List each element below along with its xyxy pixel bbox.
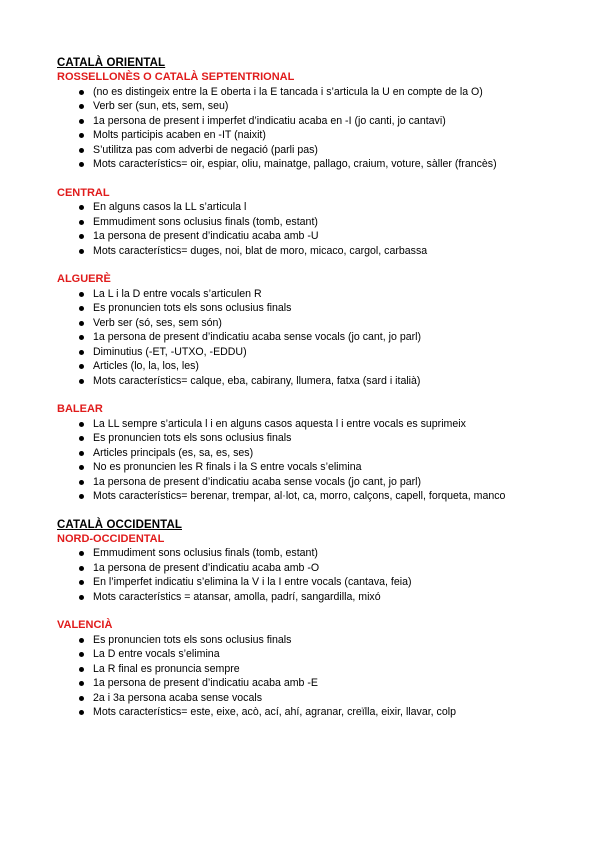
list-item-text: Mots característics= calque, eba, cabirany, llumera, fatxa (sard i italià) bbox=[93, 374, 421, 387]
list-item bbox=[79, 633, 577, 648]
list-item-text: Molts participis acaben en -IT (naixit) bbox=[93, 129, 266, 141]
bullet-dot-icon bbox=[79, 205, 84, 210]
bullet-dot-icon bbox=[79, 580, 84, 585]
list-item-text: Diminutius (-ET, -UTXO, -EDDU) bbox=[93, 345, 247, 358]
bullet-dot-icon bbox=[79, 220, 84, 225]
bullet-list bbox=[57, 546, 577, 604]
document-content bbox=[57, 56, 577, 720]
list-item bbox=[79, 330, 577, 345]
list-item-text: Es pronuncien tots els sons oclusius finals bbox=[93, 633, 292, 646]
bullet-dot-icon bbox=[79, 306, 84, 311]
list-item bbox=[79, 301, 577, 316]
bullet-dot-icon bbox=[79, 364, 84, 369]
bullet-dot-icon bbox=[79, 148, 84, 153]
list-item bbox=[79, 546, 577, 561]
section-title: VALENCIÀ bbox=[57, 619, 113, 631]
bullet-dot-icon bbox=[79, 379, 84, 384]
list-item bbox=[79, 446, 577, 461]
group-catala-oriental bbox=[57, 56, 577, 504]
list-item-text: Mots característics= oir, espiar, oliu, mainatge, pallago, craium, voture, sàller (francès) bbox=[93, 158, 497, 170]
list-item-text: Verb ser (só, ses, sem són) bbox=[93, 316, 222, 329]
section-rossellones-o-catala-septentrional bbox=[57, 70, 577, 172]
bullet-dot-icon bbox=[79, 104, 84, 109]
list-item-text: La L i la D entre vocals s’articulen R bbox=[93, 287, 262, 300]
list-item-text: (no es distingeix entre la E oberta i la E tancada i s’articula la U en compte de la O) bbox=[93, 85, 483, 98]
section-balear bbox=[57, 402, 577, 504]
section-valencia bbox=[57, 618, 577, 720]
list-item bbox=[79, 359, 577, 374]
list-item bbox=[79, 489, 577, 504]
bullet-dot-icon bbox=[79, 667, 84, 672]
list-item bbox=[79, 705, 577, 720]
list-item bbox=[79, 575, 577, 590]
bullet-dot-icon bbox=[79, 90, 84, 95]
list-item bbox=[79, 85, 577, 100]
list-item-text: La LL sempre s’articula l i en alguns casos aquesta l i entre vocals es suprimeix bbox=[93, 417, 466, 430]
bullet-dot-icon bbox=[79, 162, 84, 167]
list-item bbox=[79, 460, 577, 475]
list-item bbox=[79, 647, 577, 662]
list-item bbox=[79, 244, 577, 259]
list-item bbox=[79, 417, 577, 432]
list-item-text: 1a persona de present d’indicatiu acaba sense vocals (jo cant, jo parl) bbox=[93, 475, 422, 488]
list-item bbox=[79, 316, 577, 331]
bullet-dot-icon bbox=[79, 249, 84, 254]
bullet-dot-icon bbox=[79, 350, 84, 355]
list-item bbox=[79, 143, 577, 158]
list-item-text: Es pronuncien tots els sons oclusius finals bbox=[93, 302, 292, 314]
list-item-text: Mots característics = atansar, amolla, padrí, sangardilla, mixó bbox=[93, 590, 381, 603]
list-item-text: No es pronuncien les R finals i la S entre vocals s’elimina bbox=[93, 461, 362, 473]
list-item bbox=[79, 229, 577, 244]
list-item bbox=[79, 431, 577, 446]
list-item-text: Mots característics= berenar, trempar, al·lot, ca, morro, calçons, capell, forqueta, manco bbox=[93, 490, 506, 502]
list-item bbox=[79, 345, 577, 360]
bullet-dot-icon bbox=[79, 480, 84, 485]
list-item-text: 1a persona de present d’indicatiu acaba amb -E bbox=[93, 677, 318, 689]
list-item-text: La R final es pronuncia sempre bbox=[93, 662, 240, 675]
list-item bbox=[79, 374, 577, 389]
list-item bbox=[79, 691, 577, 706]
bullet-dot-icon bbox=[79, 551, 84, 556]
list-item-text: 1a persona de present d’indicatiu acaba amb -O bbox=[93, 561, 320, 574]
list-item bbox=[79, 99, 577, 114]
bullet-dot-icon bbox=[79, 566, 84, 571]
section-central bbox=[57, 186, 577, 259]
bullet-list bbox=[57, 287, 577, 389]
list-item-text: En alguns casos la LL s’articula l bbox=[93, 201, 247, 213]
section-title: ROSSELLONÈS O CATALÀ SEPTENTRIONAL bbox=[57, 71, 295, 83]
bullet-dot-icon bbox=[79, 292, 84, 297]
bullet-dot-icon bbox=[79, 696, 84, 701]
bullet-list bbox=[57, 85, 577, 172]
list-item bbox=[79, 200, 577, 215]
bullet-dot-icon bbox=[79, 234, 84, 239]
bullet-dot-icon bbox=[79, 494, 84, 499]
bullet-dot-icon bbox=[79, 451, 84, 456]
list-item bbox=[79, 215, 577, 230]
list-item-text: Es pronuncien tots els sons oclusius finals bbox=[93, 432, 292, 444]
section-title: ALGUERÈ bbox=[57, 273, 111, 285]
list-item bbox=[79, 561, 577, 576]
list-item-text: Verb ser (sun, ets, sem, seu) bbox=[93, 100, 229, 112]
bullet-list bbox=[57, 417, 577, 504]
bullet-dot-icon bbox=[79, 710, 84, 715]
bullet-dot-icon bbox=[79, 638, 84, 643]
list-item bbox=[79, 287, 577, 302]
section-title: NORD-OCCIDENTAL bbox=[57, 532, 165, 545]
bullet-dot-icon bbox=[79, 335, 84, 340]
bullet-dot-icon bbox=[79, 119, 84, 124]
list-item-text: Articles (lo, la, los, les) bbox=[93, 360, 199, 372]
list-item bbox=[79, 475, 577, 490]
list-item-text: 2a i 3a persona acaba sense vocals bbox=[93, 691, 263, 704]
list-item bbox=[79, 157, 577, 172]
list-item bbox=[79, 128, 577, 143]
list-item-text: Emmudiment sons oclusius finals (tomb, estant) bbox=[93, 215, 318, 228]
section-alguere bbox=[57, 272, 577, 388]
list-item bbox=[79, 676, 577, 691]
list-item bbox=[79, 114, 577, 129]
bullet-dot-icon bbox=[79, 321, 84, 326]
group-title: CATALÀ ORIENTAL bbox=[57, 57, 166, 69]
list-item-text: En l’imperfet indicatiu s’elimina la V i la I entre vocals (cantava, feia) bbox=[93, 576, 412, 588]
list-item-text: La D entre vocals s’elimina bbox=[93, 648, 220, 660]
section-nord-occidental bbox=[57, 532, 577, 605]
bullet-dot-icon bbox=[79, 133, 84, 138]
bullet-dot-icon bbox=[79, 436, 84, 441]
bullet-list bbox=[57, 200, 577, 258]
group-title: CATALÀ OCCIDENTAL bbox=[57, 518, 182, 531]
bullet-dot-icon bbox=[79, 681, 84, 686]
group-catala-occidental bbox=[57, 518, 577, 720]
bullet-dot-icon bbox=[79, 652, 84, 657]
list-item-text: Articles principals (es, sa, es, ses) bbox=[93, 446, 254, 459]
list-item-text: 1a persona de present d’indicatiu acaba sense vocals (jo cant, jo parl) bbox=[93, 331, 422, 343]
list-item-text: Mots característics= duges, noi, blat de moro, micaco, cargol, carbassa bbox=[93, 244, 428, 257]
bullet-dot-icon bbox=[79, 465, 84, 470]
list-item-text: 1a persona de present i imperfet d’indicatiu acaba en -I (jo canti, jo cantavi) bbox=[93, 114, 446, 127]
list-item-text: S’utilitza pas com adverbi de negació (parli pas) bbox=[93, 143, 318, 156]
bullet-dot-icon bbox=[79, 595, 84, 600]
list-item bbox=[79, 590, 577, 605]
section-title: BALEAR bbox=[57, 403, 103, 415]
list-item-text: Mots característics= este, eixe, acò, ací, ahí, agranar, creïlla, eixir, llavar, colp bbox=[93, 706, 456, 718]
list-item bbox=[79, 662, 577, 677]
list-item-text: 1a persona de present d’indicatiu acaba amb -U bbox=[93, 230, 319, 242]
section-title: CENTRAL bbox=[57, 186, 110, 199]
list-item-text: Emmudiment sons oclusius finals (tomb, estant) bbox=[93, 547, 318, 559]
bullet-dot-icon bbox=[79, 422, 84, 427]
bullet-list bbox=[57, 633, 577, 720]
